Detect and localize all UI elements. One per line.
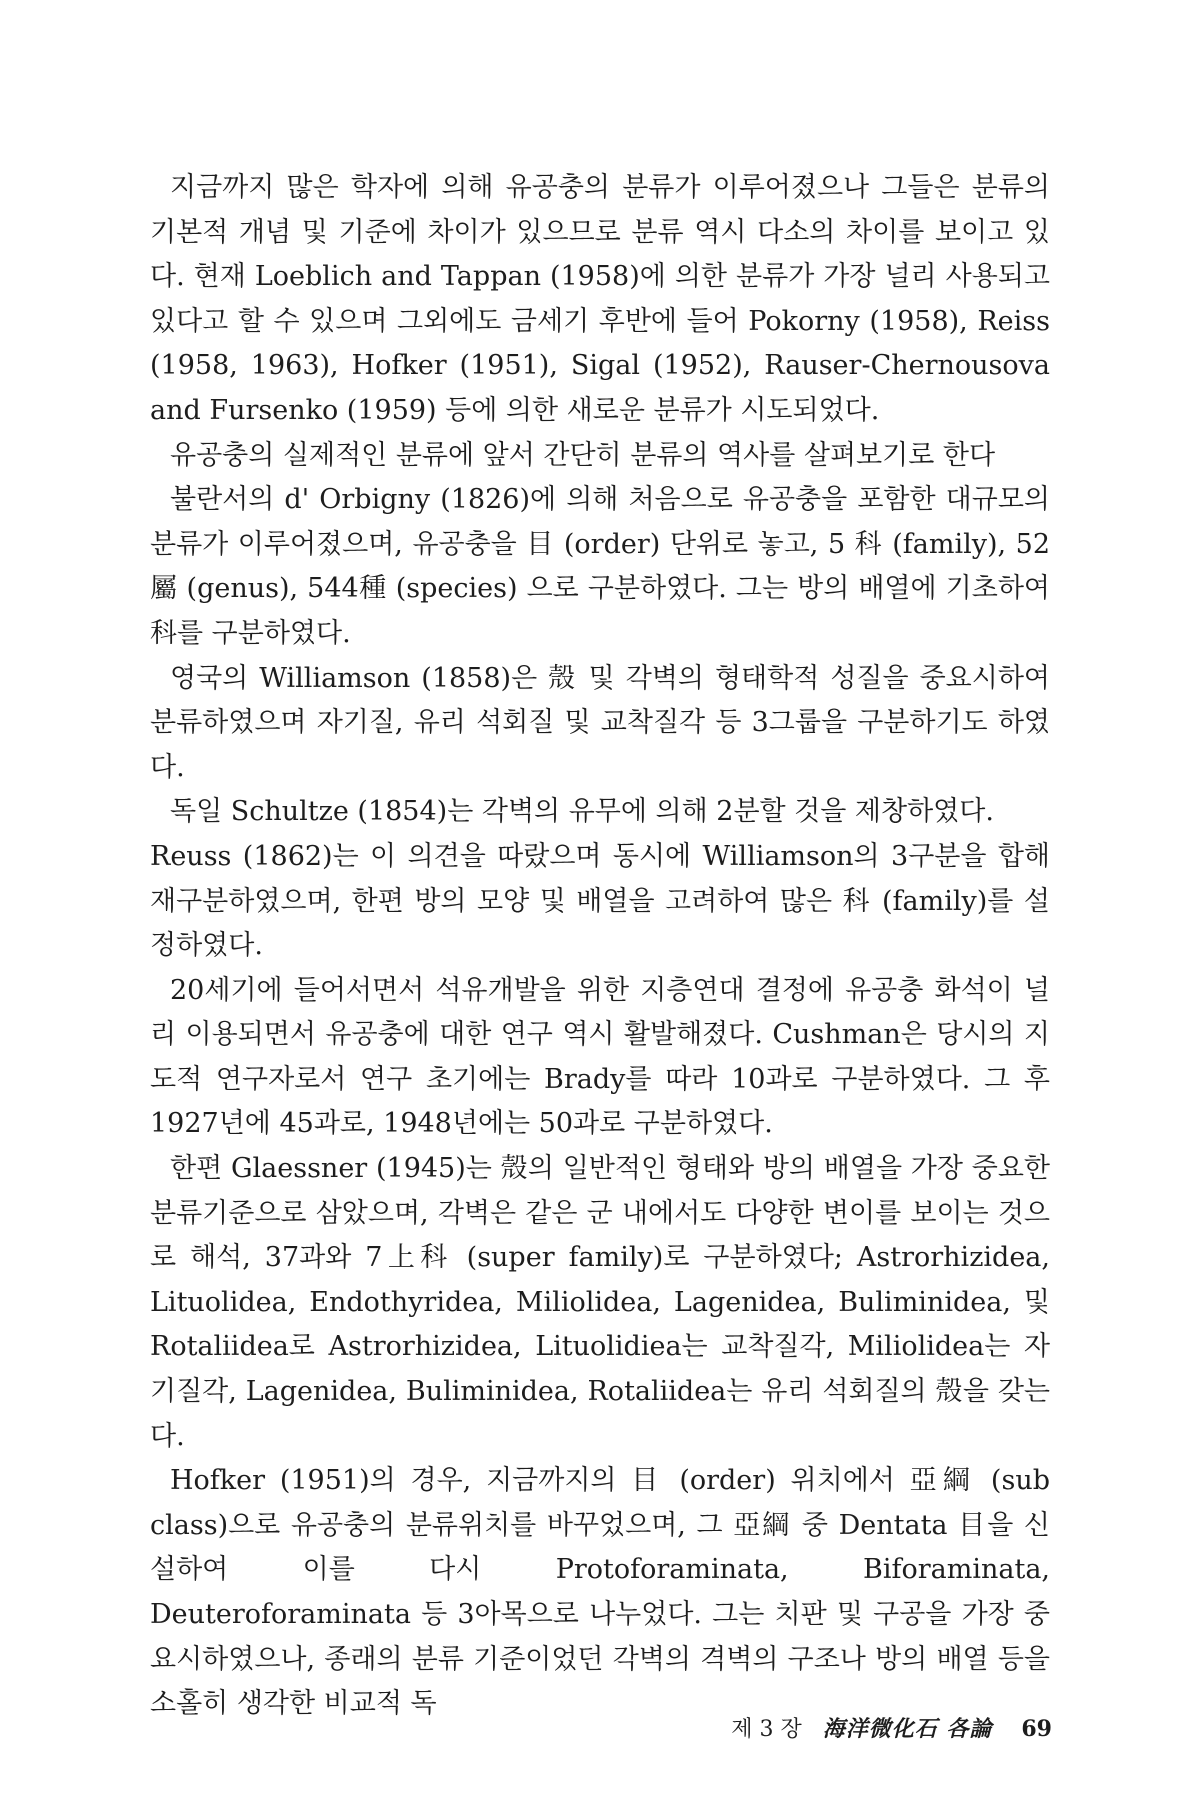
chapter-title: 海洋微化石 各論 [822, 1716, 993, 1742]
page-footer [0, 1712, 1052, 1743]
paragraph-schultze: 독일 Schultze (1854)는 각벽의 유무에 의해 2분할 것을 제창하였다. [170, 796, 994, 828]
paragraph-classification-overview: 지금까지 많은 학자에 의해 유공충의 분류가 이루어졌으나 그들은 분류의 기본적 개념 및 기준에 차이가 있으므로 분류 역시 다소의 차이를 보이고 있다. 현재 Loeblich and Tappan (1958)에 의한 분류가 가장 널리 사용되고 있다고 할 수 있으며 그외에도 금세기 후반에 들어 Pokorny (1958), Reiss (1958, 1963), Hofker (1951), Sigal (1952), Rauser-Chernousova and Fursenko (1959) 등에 의한 새로운 분류가 시도되었다. [150, 172, 1050, 426]
paragraph-history-intro: 유공충의 실제적인 분류에 앞서 간단히 분류의 역사를 살펴보기로 한다 [170, 439, 996, 471]
paragraph-cushman: 20세기에 들어서면서 석유개발을 위한 지층연대 결정에 유공충 화석이 널리 이용되면서 유공충에 대한 연구 역시 활발해졌다. Cushman은 당시의 지도적 연구자로서 연구 초기에는 Brady를 따라 10과로 구분하였다. 그 후 1927년에 45과로, 1948년에는 50과로 구분하였다. [150, 974, 1050, 1140]
paragraph-hofker: Hofker (1951)의 경우, 지금까지의 目 (order) 위치에서 亞綱 (sub class)으로 유공충의 분류위치를 바꾸었으며, 그 亞綱 중 Dentata 目을 신설하여 이를 다시 Protoforaminata, Biforaminata, Deuteroforaminata 등 3아목으로 나누었다. 그는 치판 및 구공을 가장 중요시하였으나, 종래의 분류 기준이었던 각벽의 격벽의 구조나 방의 배열 등을 소홀히 생각한 비교적 독 [150, 1465, 1050, 1720]
paragraph-williamson: 영국의 Williamson (1858)은 殼 및 각벽의 형태학적 성질을 중요시하여 분류하였으며 자기질, 유리 석회질 및 교착질각 등 3그룹을 구분하기도 하였다. [150, 662, 1050, 783]
body-text [150, 166, 1050, 1727]
chapter-label: 제 3 장 [731, 1717, 802, 1742]
page-number: 69 [1021, 1716, 1052, 1742]
paragraph-orbigny: 불란서의 d' Orbigny (1826)에 의해 처음으로 유공충을 포함한 대규모의 분류가 이루어졌으며, 유공충을 目 (order) 단위로 놓고, 5 科 (family), 52屬 (genus), 544種 (species) 으로 구분하였다. 그는 방의 배열에 기초하여 科를 구분하였다. [150, 484, 1050, 649]
paragraph-glaessner: 한편 Glaessner (1945)는 殼의 일반적인 형태와 방의 배열을 가장 중요한 분류기준으로 삼았으며, 각벽은 같은 군 내에서도 다양한 변이를 보이는 것으로 해석, 37과와 7上科 (super family)로 구분하였다; Astrorhizidea, Lituolidea, Endothyridea, Miliolidea, Lagenidea, Buliminidea, 및 Rotaliidea로 Astrorhizidea, Lituolidiea는 교착질각, Miliolidea는 자기질각, Lagenidea, Buliminidea, Rotaliidea는 유리 석회질의 殼을 갖는다. [150, 1153, 1050, 1452]
paragraph-reuss: Reuss (1862)는 이 의견을 따랐으며 동시에 Williamson의 3구분을 합해 재구분하였으며, 한편 방의 모양 및 배열을 고려하여 많은 科 (family)를 설정하였다. [150, 840, 1050, 962]
